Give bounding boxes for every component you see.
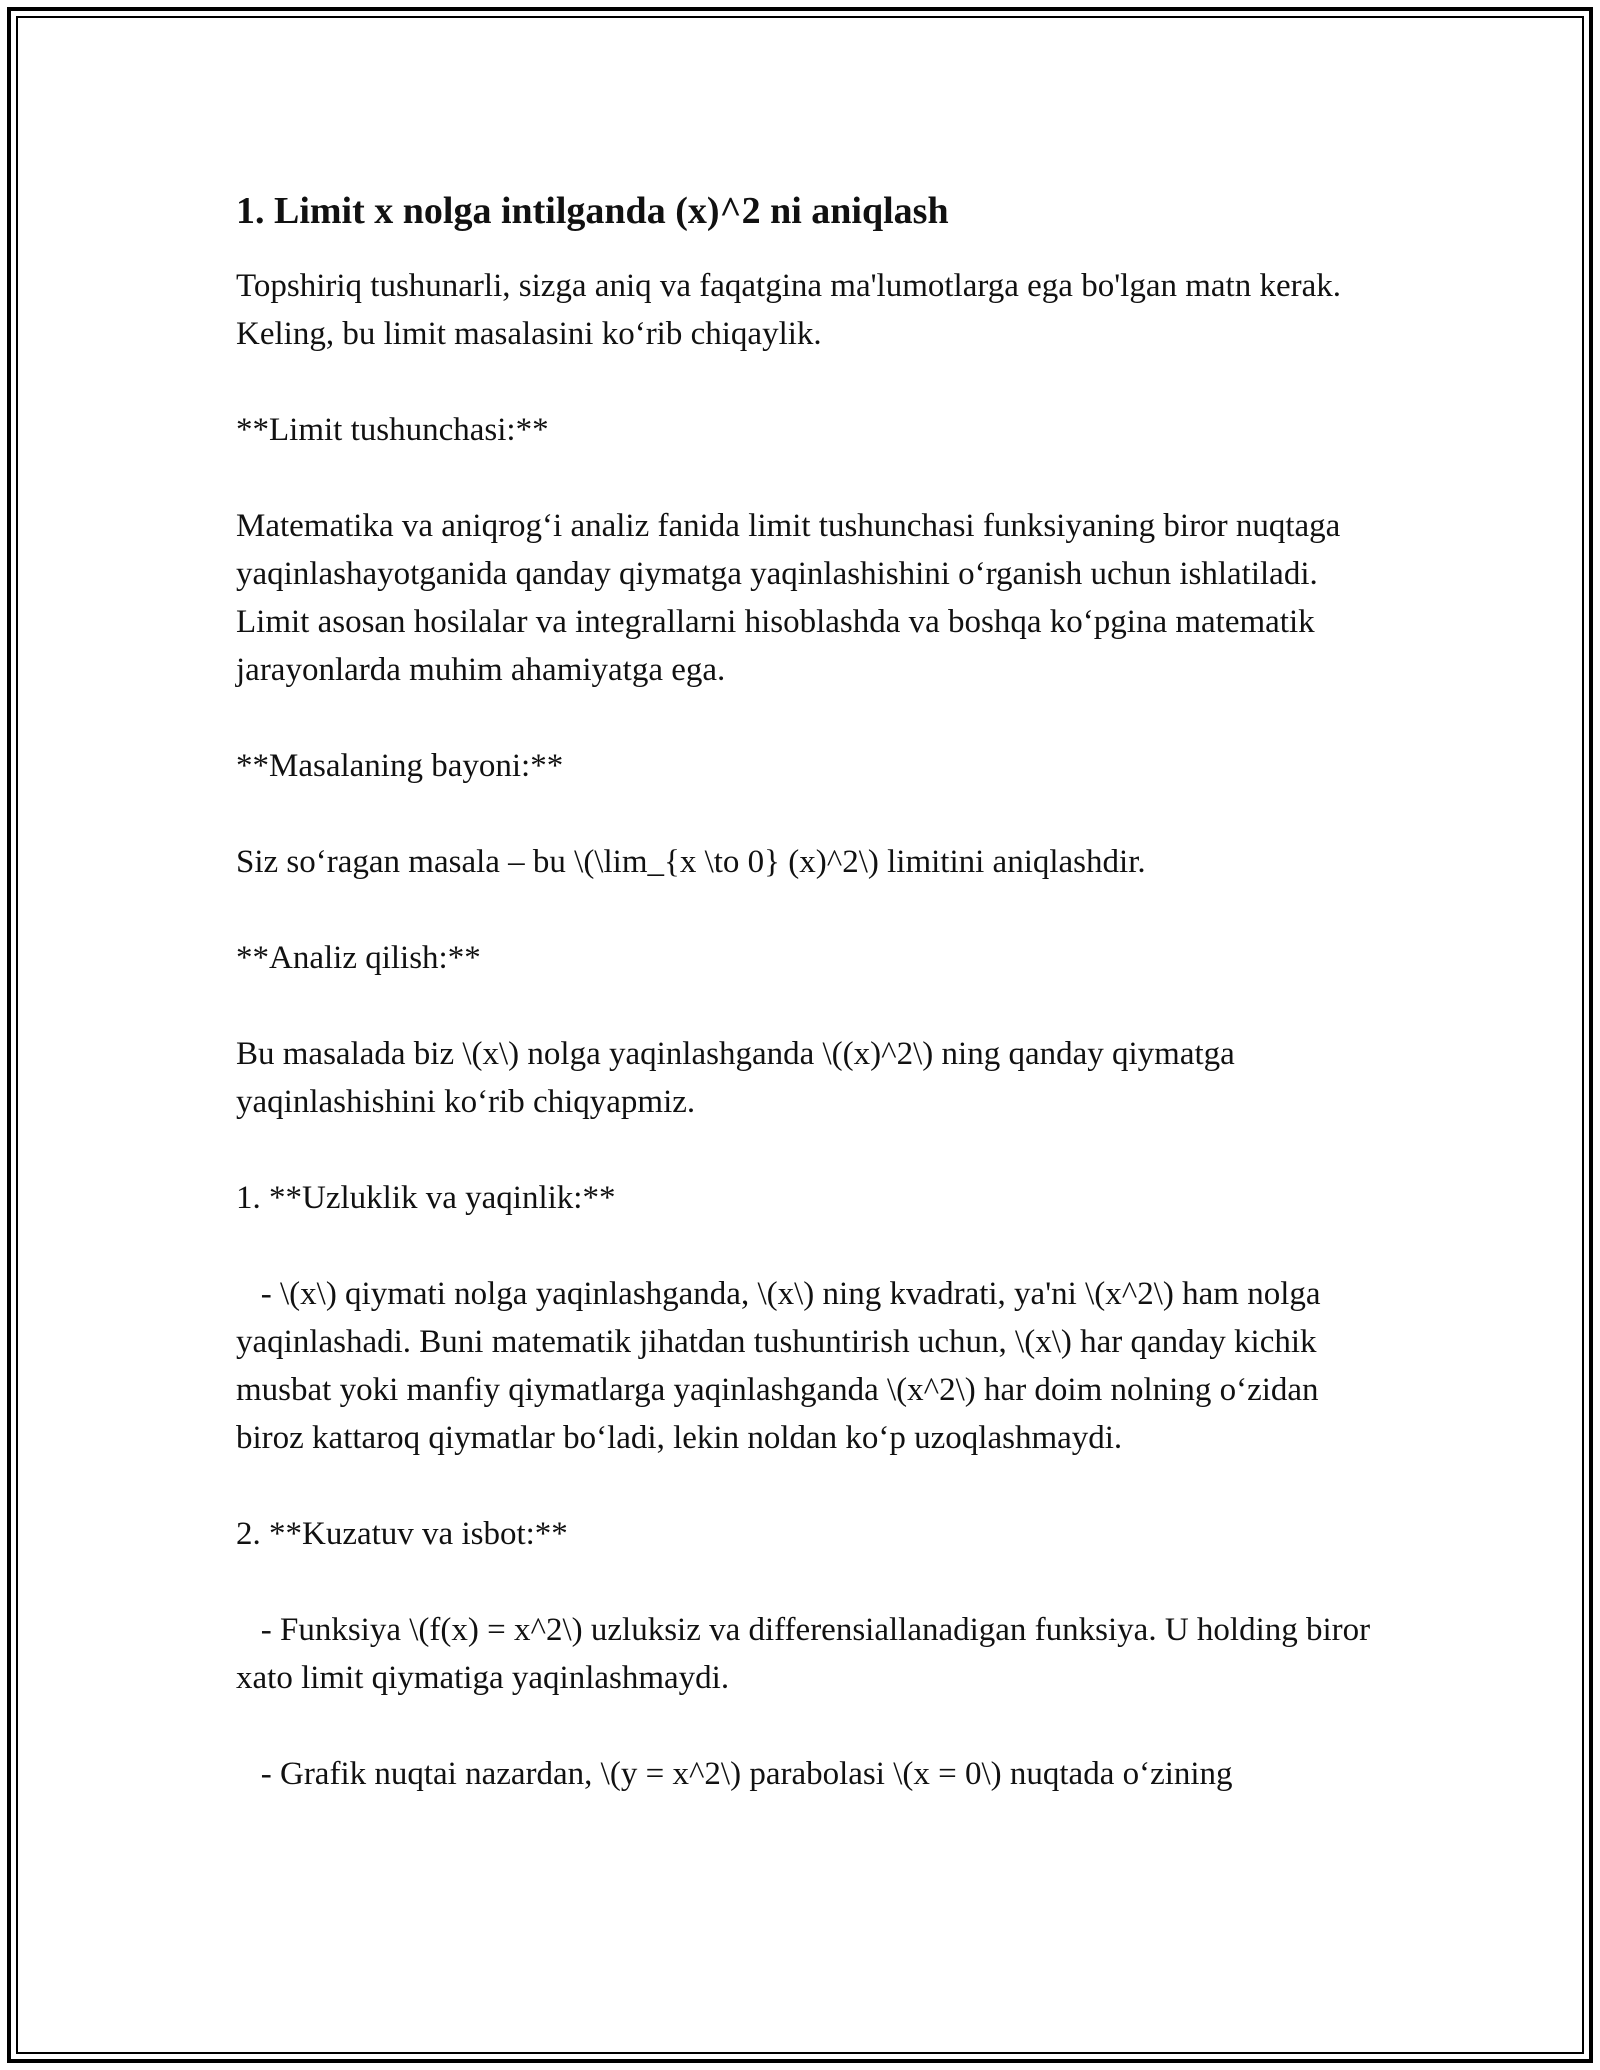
list-item-proof-text: - Funksiya \(f(x) = x^2\) uzluksiz va differensiallanadigan funksiya. U holding biror xato limit qiymatiga yaqinlashmaydi.: [236, 1612, 1379, 1696]
heading-limit-concept: **Limit tushunchasi:**: [236, 412, 549, 448]
document-title: 1. Limit x nolga intilganda (x)^2 ni aniqlash: [236, 190, 949, 232]
list-item-proof-heading: 2. **Kuzatuv va isbot:**: [236, 1516, 568, 1552]
list-item-graph-text: - Grafik nuqtai nazardan, \(y = x^2\) parabolasi \(x = 0\) nuqtada o‘zining: [236, 1756, 1233, 1792]
heading-problem-statement: **Masalaning bayoni:**: [236, 748, 564, 784]
paragraph-intro: Topshiriq tushunarli, sizga aniq va faqatgina ma'lumotlarga ega bo'lgan matn kerak. Keling, bu limit masalasini ko‘rib chiqaylik.: [236, 268, 1350, 352]
paragraph-problem-statement: Siz so‘ragan masala – bu \(\lim_{x \to 0} (x)^2\) limitini aniqlashdir.: [236, 844, 1146, 880]
list-item-continuity-heading: 1. **Uzluklik va yaqinlik:**: [236, 1180, 616, 1216]
paragraph-analysis: Bu masalada biz \(x\) nolga yaqinlashganda \((x)^2\) ning qanday qiymatga yaqinlashishini ko‘rib chiqyapmiz.: [236, 1036, 1244, 1120]
heading-analysis: **Analiz qilish:**: [236, 940, 481, 976]
list-item-continuity-text: - \(x\) qiymati nolga yaqinlashganda, \(x\) ning kvadrati, ya'ni \(x^2\) ham nolga yaqinlashadi. Buni matematik jihatdan tushuntirish uchun, \(x\) har qanday kichik musbat yoki manfiy qiymatlarga yaqinlashganda \(x^2\) har doim nolning o‘zidan biroz kattaroq qiymatlar bo‘ladi, lekin noldan ko‘p uzoqlashmaydi.: [236, 1276, 1329, 1456]
document-body: [236, 186, 1386, 1798]
paragraph-limit-concept: Matematika va aniqrog‘i analiz fanida limit tushunchasi funksiyaning biror nuqtaga yaqinlashayotganida qanday qiymatga yaqinlashishini o‘rganish uchun ishlatiladi. Limit asosan hosilalar va integrallarni hisoblashda va boshqa ko‘pgina matematik jarayonlarda muhim ahamiyatga ega.: [236, 508, 1349, 688]
